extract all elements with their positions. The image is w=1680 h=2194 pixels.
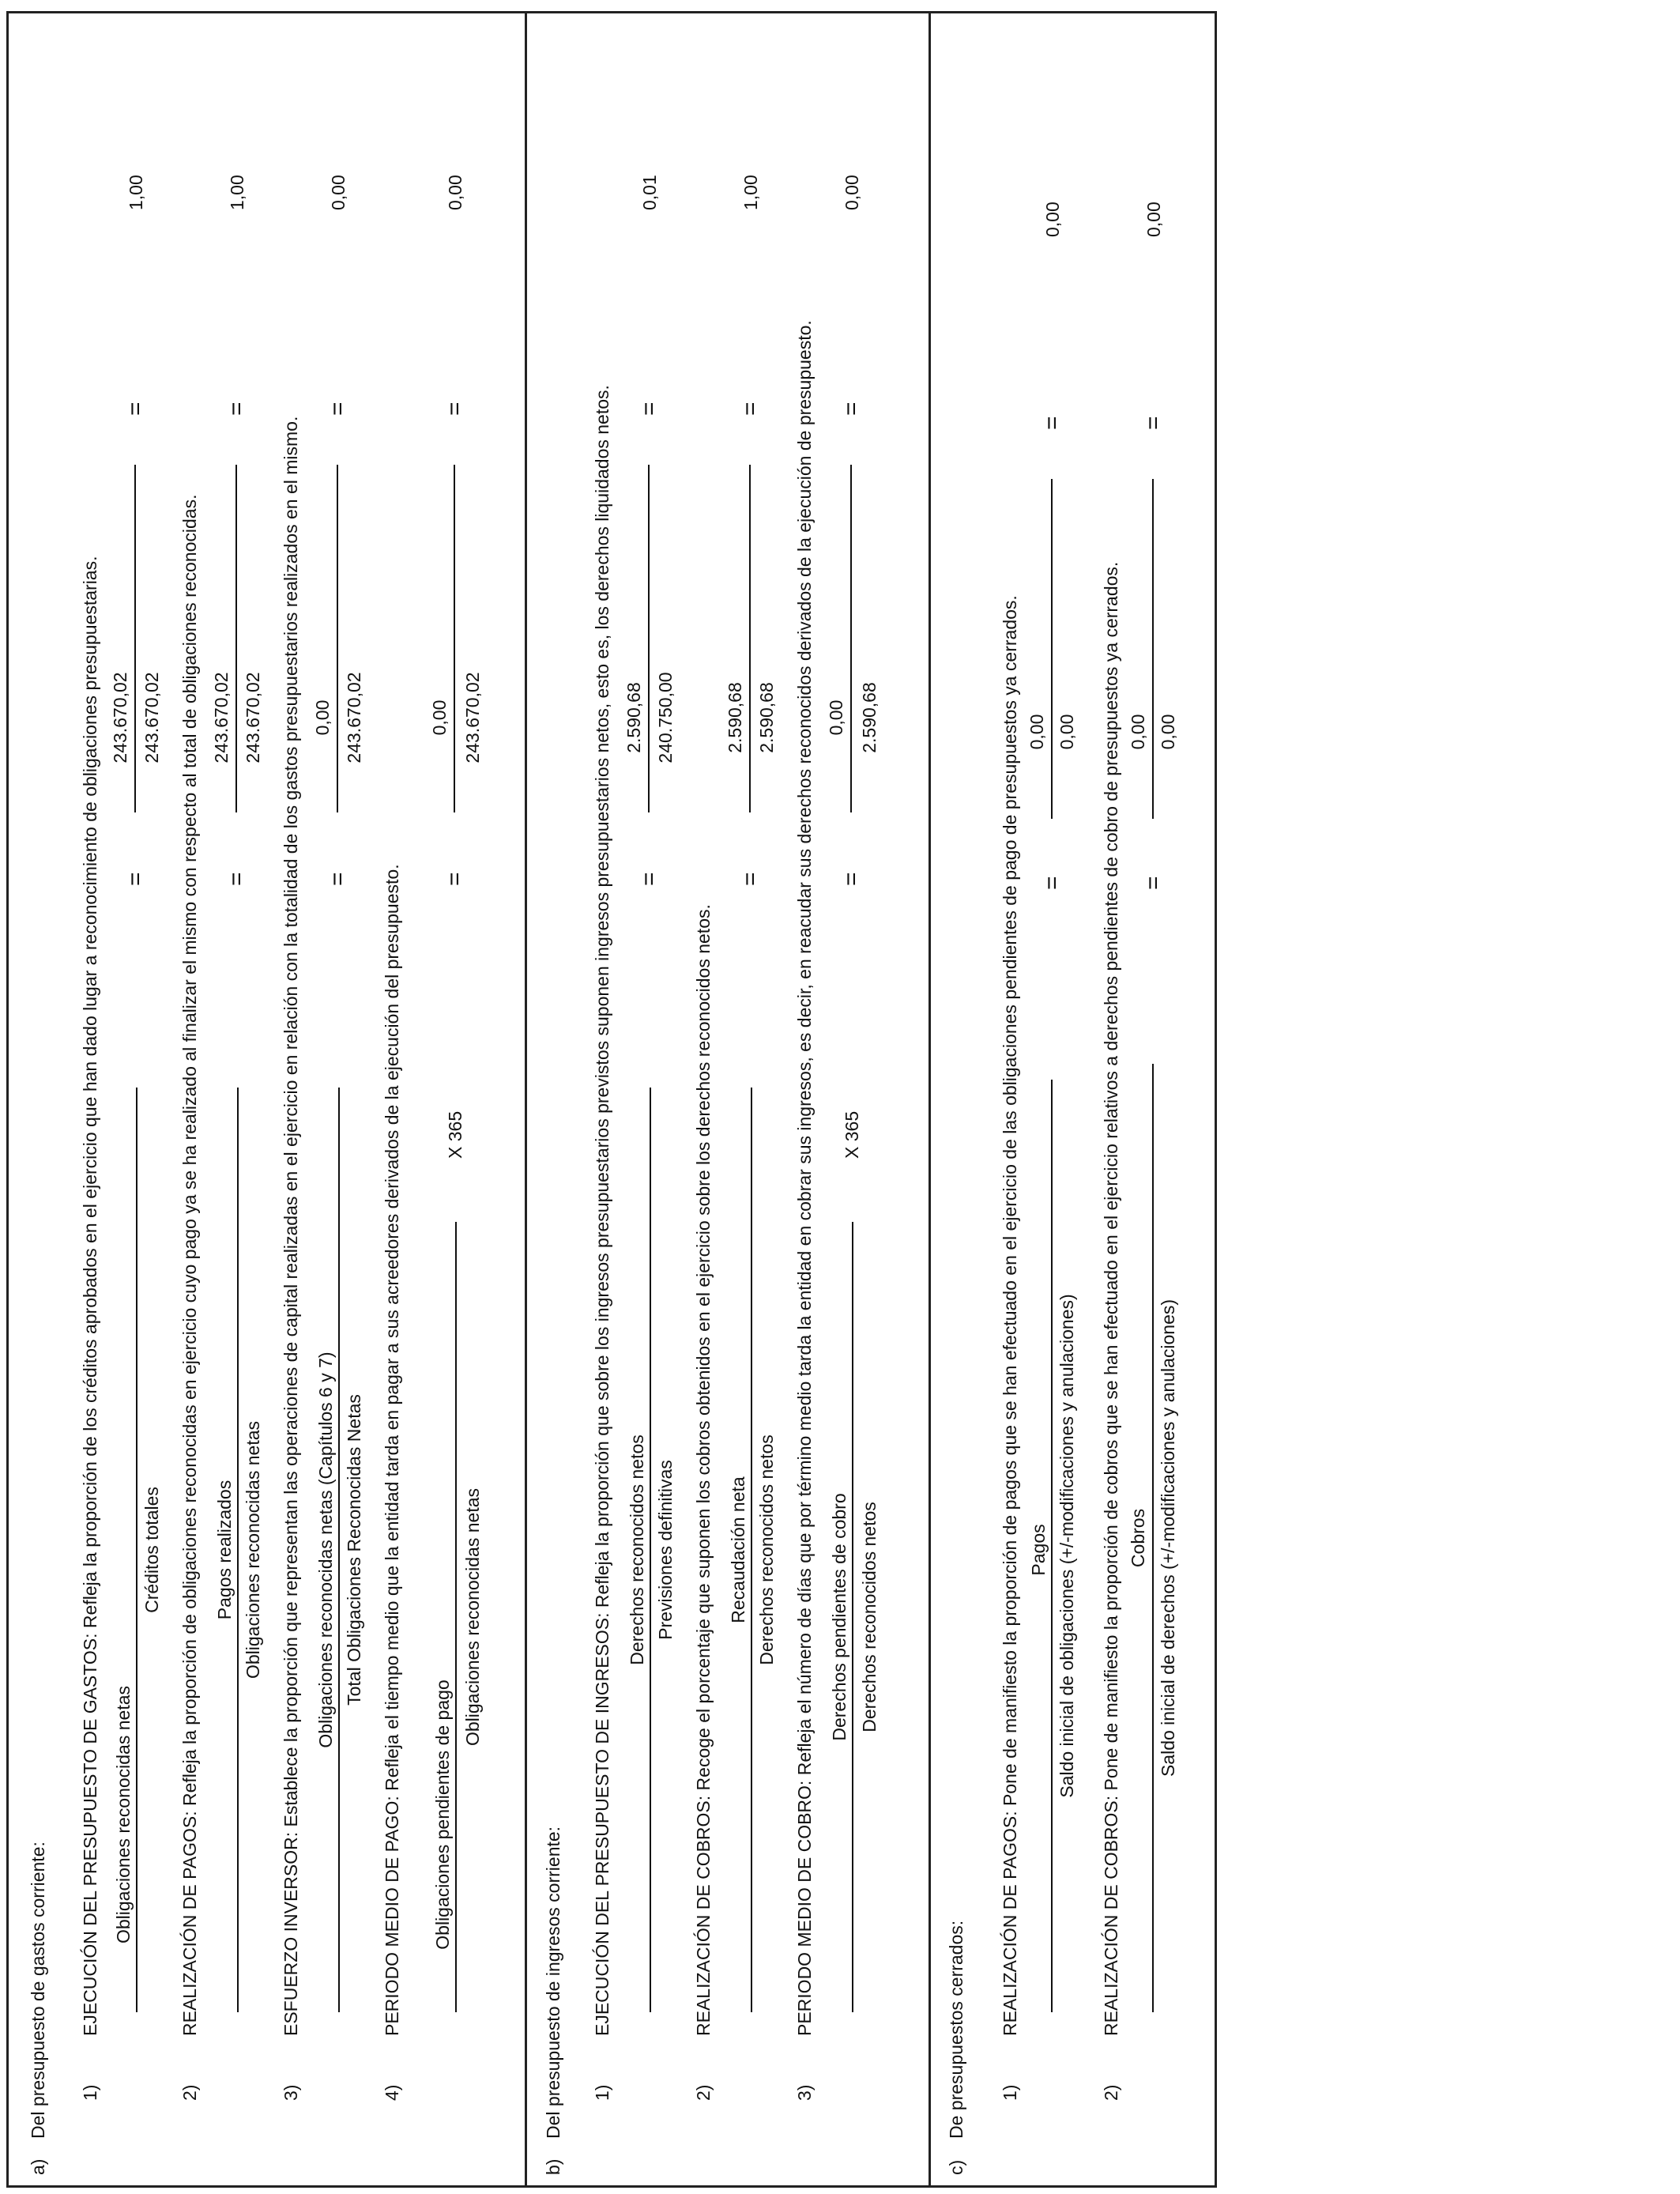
item-number: 1) <box>1000 2084 1020 2101</box>
fraction-line <box>1051 1080 1053 2012</box>
result-value: 1,00 <box>227 175 247 210</box>
item-heading: PERIODO MEDIO DE COBRO: Refleja el número de días que por término medio tarda la entidad en cobrar sus ingresos, es decir, en reacudar sus derechos reconocidos derivados de la ejecución de presupuesto. <box>794 320 815 2036</box>
denominator-value: 243.670,02 <box>141 672 162 763</box>
value-fraction-line <box>134 465 136 812</box>
item-heading: REALIZACIÓN DE PAGOS: Refleja la proporción de obligaciones reconocidas en ejercicio cuyo pago ya se ha realizado al finalizar el mismo con respecto al total de obligaciones reconocidas. <box>179 494 200 2036</box>
equals-sign: = <box>737 872 763 886</box>
equals-sign: = <box>325 401 351 416</box>
value-fraction-line <box>1152 479 1154 819</box>
numerator-value: 0,00 <box>312 699 333 736</box>
equals-sign: = <box>636 401 662 416</box>
denominator-value: 240.750,00 <box>655 672 676 763</box>
section-divider-2 <box>929 11 931 2188</box>
item-number: 2) <box>693 2084 714 2101</box>
equals-sign: = <box>224 872 250 886</box>
value-fraction-line <box>454 465 455 812</box>
item-heading: REALIZACIÓN DE PAGOS: Pone de manifiesto la proporción de pagos que se han efectuado en el ejercicio de las obligaciones pendientes de pago de presupuestos ya cerrados. <box>1000 595 1020 2036</box>
equals-sign: = <box>224 401 250 416</box>
numerator-value: 243.670,02 <box>211 672 232 763</box>
denominator-value: 243.670,02 <box>462 672 483 763</box>
item-heading: EJECUCIÓN DEL PRESUPUESTO DE INGRESOS: Refleja la proporción que sobre los ingresos presupuestarios previstos suponen ingresos presupuestarios netos, esto es, los derechos liquidados netos. <box>592 385 612 2036</box>
result-value: 1,00 <box>740 175 761 210</box>
multiplier: X 365 <box>842 1110 862 1159</box>
section-a-title: Del presupuesto de gastos corriente: <box>28 1842 48 2139</box>
denominator-value: 2.590,68 <box>859 682 880 753</box>
numerator-label: Derechos reconocidos netos <box>627 1434 647 1665</box>
section-b-title: Del presupuesto de ingresos corriente: <box>543 1826 563 2139</box>
numerator-value: 243.670,02 <box>110 672 130 763</box>
result-value: 0,00 <box>445 175 465 210</box>
result-value: 0,00 <box>1143 202 1164 237</box>
numerator-value: 0,00 <box>1026 714 1047 750</box>
value-fraction-line <box>235 465 237 812</box>
value-fraction-line <box>850 465 852 812</box>
denominator-label: Total Obligaciones Reconocidas Netas <box>344 1394 364 1706</box>
denominator-label: Previsiones definitivas <box>655 1460 676 1640</box>
equals-sign: = <box>1039 416 1065 430</box>
numerator-value: 0,00 <box>1128 714 1148 750</box>
denominator-label: Derechos reconocidos netos <box>756 1434 777 1665</box>
section-a-letter: a) <box>28 2158 48 2175</box>
numerator-label: Cobros <box>1128 1508 1148 1568</box>
item-heading: EJECUCIÓN DEL PRESUPUESTO DE GASTOS: Refleja la proporción de los créditos aprobados en el ejercicio que han dado lugar a reconocimiento de obligaciones presupuestarias. <box>80 556 100 2036</box>
fraction-line <box>852 1222 853 2012</box>
fraction-line <box>455 1222 457 2012</box>
item-number: 3) <box>281 2084 301 2101</box>
equals-sign: = <box>1140 876 1166 890</box>
section-divider-1 <box>525 11 527 2188</box>
result-value: 1,00 <box>126 175 146 210</box>
numerator-label: Obligaciones pendientes de pago <box>432 1679 453 1950</box>
result-value: 0,01 <box>639 175 660 210</box>
fraction-line <box>338 1088 340 2012</box>
item-number: 4) <box>382 2084 402 2101</box>
numerator-label: Pagos realizados <box>214 1480 235 1620</box>
equals-sign: = <box>122 872 149 886</box>
denominator-value: 0,00 <box>1158 714 1178 750</box>
section-b-letter: b) <box>543 2158 563 2175</box>
equals-sign: = <box>442 872 468 886</box>
denominator-value: 243.670,02 <box>243 672 263 763</box>
denominator-label: Créditos totales <box>141 1487 162 1613</box>
item-heading: PERIODO MEDIO DE PAGO: Refleja el tiempo medio que la entidad tarda en pagar a sus acreedores derivados de la ejecución del presupuesto. <box>382 864 402 2036</box>
item-number: 3) <box>794 2084 815 2101</box>
denominator-label: Saldo inicial de obligaciones (+/-modificaciones y anulaciones) <box>1057 1294 1077 1798</box>
denominator-label: Obligaciones reconocidas netas <box>243 1420 263 1679</box>
item-number: 2) <box>179 2084 200 2101</box>
numerator-value: 2.590,68 <box>725 682 745 753</box>
fraction-line <box>650 1088 651 2012</box>
denominator-label: Derechos reconocidos netos <box>859 1502 880 1732</box>
equals-sign: = <box>1140 416 1166 430</box>
item-heading: REALIZACIÓN DE COBROS: Recoge el porcentaje que suponen los cobros obtenidos en el ejercicio sobre los derechos reconocidos netos. <box>693 904 714 2036</box>
result-value: 0,00 <box>1042 202 1063 237</box>
item-heading: ESFUERZO INVERSOR: Establece la proporción que representan las operaciones de capital realizadas en el ejercicio en relación con la totalidad de los gastos presupuestarios realizados en el mismo. <box>281 416 301 2036</box>
section-c-title: De presupuestos cerrados: <box>946 1920 966 2139</box>
numerator-label: Recaudación neta <box>728 1476 748 1623</box>
denominator-label: Obligaciones reconocidas netas <box>462 1487 483 1747</box>
value-fraction-line <box>337 465 338 812</box>
item-number: 1) <box>592 2084 612 2101</box>
fraction-line <box>237 1088 239 2012</box>
fraction-line <box>136 1088 137 2012</box>
denominator-value: 243.670,02 <box>344 672 364 763</box>
item-heading: REALIZACIÓN DE COBROS: Pone de manifiesto la proporción de cobros que se han efectuado en el ejercicio relativos a derechos pendientes de cobro de presupuestos ya cerrados. <box>1101 561 1121 2036</box>
multiplier: X 365 <box>445 1110 465 1159</box>
result-value: 0,00 <box>328 175 348 210</box>
result-value: 0,00 <box>842 175 862 210</box>
numerator-value: 0,00 <box>429 699 450 736</box>
denominator-value: 2.590,68 <box>756 682 777 753</box>
value-fraction-line <box>648 465 650 812</box>
equals-sign: = <box>838 872 864 886</box>
numerator-value: 2.590,68 <box>623 682 644 753</box>
equals-sign: = <box>1039 876 1065 890</box>
equals-sign: = <box>122 401 149 416</box>
denominator-label: Saldo inicial de derechos (+/-modificaciones y anulaciones) <box>1158 1299 1178 1777</box>
equals-sign: = <box>737 401 763 416</box>
item-number: 2) <box>1101 2084 1121 2101</box>
numerator-label: Obligaciones reconocidas netas <box>113 1685 134 1944</box>
numerator-label: Pagos <box>1028 1524 1049 1576</box>
section-c-letter: c) <box>946 2159 966 2175</box>
fraction-line <box>751 1088 752 2012</box>
value-fraction-line <box>1051 479 1053 819</box>
equals-sign: = <box>636 872 662 886</box>
denominator-value: 0,00 <box>1057 714 1077 750</box>
item-number: 1) <box>80 2084 100 2101</box>
equals-sign: = <box>838 401 864 416</box>
numerator-label: Derechos pendientes de cobro <box>829 1493 849 1741</box>
fraction-line <box>1152 1064 1154 2012</box>
numerator-value: 0,00 <box>826 699 846 736</box>
equals-sign: = <box>325 872 351 886</box>
numerator-label: Obligaciones reconocidas netas (Capítulos 6 y 7) <box>315 1351 336 1748</box>
value-fraction-line <box>749 465 751 812</box>
equals-sign: = <box>442 401 468 416</box>
